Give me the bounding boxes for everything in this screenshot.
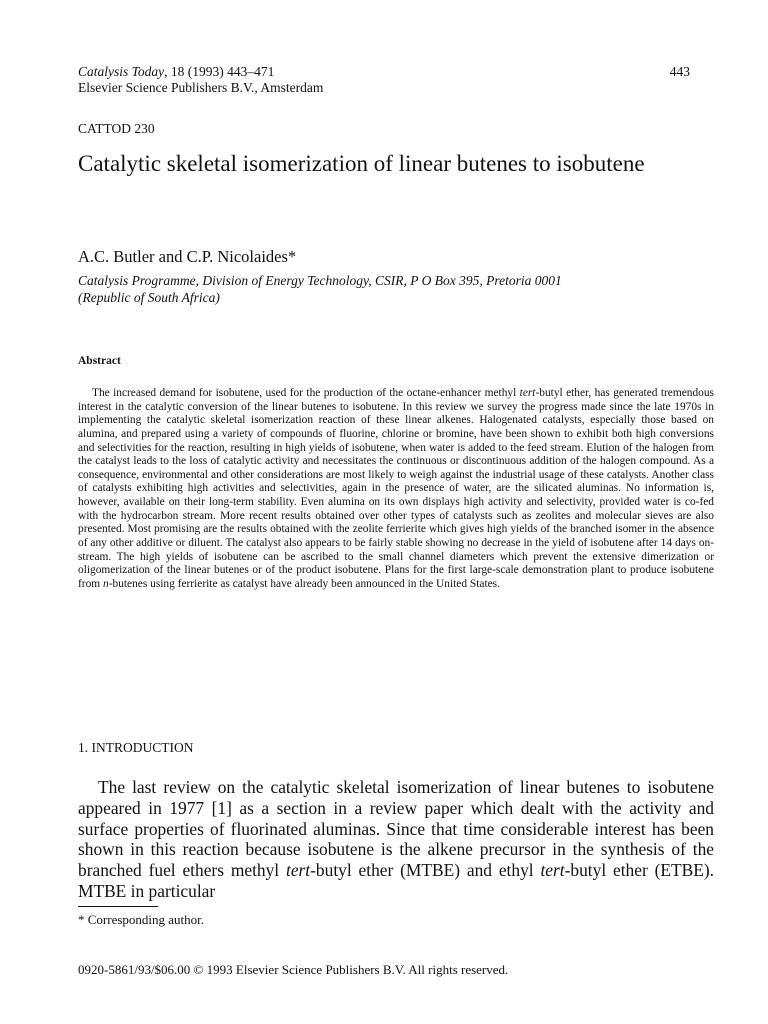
publisher: Elsevier Science Publishers B.V., Amsterdam — [78, 80, 324, 95]
affiliation-line-1: Catalysis Programme, Division of Energy Technology, CSIR, P O Box 395, Pretoria 0001 — [78, 273, 562, 288]
introduction-text — [78, 777, 714, 902]
intro-italic-term-2: tert — [540, 860, 565, 881]
authors: A.C. Butler and C.P. Nicolaides* — [78, 247, 297, 266]
intro-text-part-1: The last review on the catalytic skeletal isomerization of linear butenes to isobutene appeared in 1977 [1] as a section in a review paper which dealt with the activity and surface properties of fluorinated aluminas. Since that time considerable interest has been shown in this reaction because isobutene is the alkene precursor in the synthesis of the branched fuel ethers methyl — [78, 777, 714, 881]
abstract-text-part-2: -butyl ether, has generated tremendous interest in the catalytic conversion of the linear butenes to isobutene. In this review we survey the progress made since the late 1970s in implementing the catalytic skeletal isomerization reaction of these linear alkenes. Halogenated catalysts, especially those based on alumina, and prepared using a variety of compounds of fluorine, chlorine or bromine, have been shown to exhibit both high conversions and selectivities for the reaction, resulting in high yields of isobutene, when water is added to the feed stream. Elution of the halogen from the catalyst leads to the loss of catalytic activity and necessitates the continuous or discontinuous addition of the halogen compound. As a consequence, environmental and other considerations are most likely to weigh against the industrial usage of these catalysts. Another class of catalysts exhibiting high activities and selectivities, again in the presence of water, are the silicated aluminas. No information is, however, available on their long-term stability. Even alumina on its own displays high activity and selectivity, provided water is co-fed with the hydrocarbon stream. More recent results obtained over other types of catalysts such as zeolites and molecular sieves are also presented. Most promising are the results obtained with the zeolite ferrierite which gives high yields of the branched isomer in the absence of any other additive or diluent. The catalyst also appears to be fairly stable showing no decrease in the yield of isobutene after 14 days on-stream. The high yields of isobutene can be ascribed to the small channel diameters which prevent the extensive dimerization or oligomerization of the linear butenes or of the product isobutene. Plans for the first large-scale demonstration plant to produce isobutene from — [78, 387, 714, 590]
citation-details: , 18 (1993) 443–471 — [164, 64, 275, 79]
journal-citation — [78, 64, 274, 80]
abstract-italic-term-2: n — [103, 577, 109, 590]
footnote: * Corresponding author. — [78, 912, 205, 927]
copyright-line: 0920-5861/93/$06.00 © 1993 Elsevier Science Publishers B.V. All rights reserved. — [78, 962, 509, 977]
page-number: 443 — [669, 64, 690, 79]
journal-name: Catalysis Today — [78, 64, 165, 79]
abstract-text — [78, 387, 714, 591]
abstract-heading: Abstract — [78, 355, 121, 367]
intro-italic-term-1: tert — [285, 860, 311, 881]
section-heading: 1. INTRODUCTION — [78, 740, 194, 755]
intro-text-part-2: -butyl ether (MTBE) and ethyl — [310, 860, 541, 881]
document-code: CATTOD 230 — [78, 121, 155, 136]
paper-title: Catalytic skeletal isomerization of linear butenes to isobutene — [78, 151, 645, 176]
intro-text-part-3: -butyl ether (ETBE). MTBE in particular — [78, 860, 714, 901]
footnote-divider — [78, 906, 158, 907]
abstract-italic-term-1: tert — [519, 387, 536, 399]
abstract-text-part-3: -butenes using ferrierite as catalyst have already been announced in the United States. — [108, 577, 500, 590]
journal-header — [78, 64, 690, 96]
abstract-text-part-1: The increased demand for isobutene, used for the production of the octane-enhancer methyl — [92, 387, 520, 399]
affiliation — [78, 272, 698, 306]
affiliation-line-2: (Republic of South Africa) — [78, 290, 220, 305]
